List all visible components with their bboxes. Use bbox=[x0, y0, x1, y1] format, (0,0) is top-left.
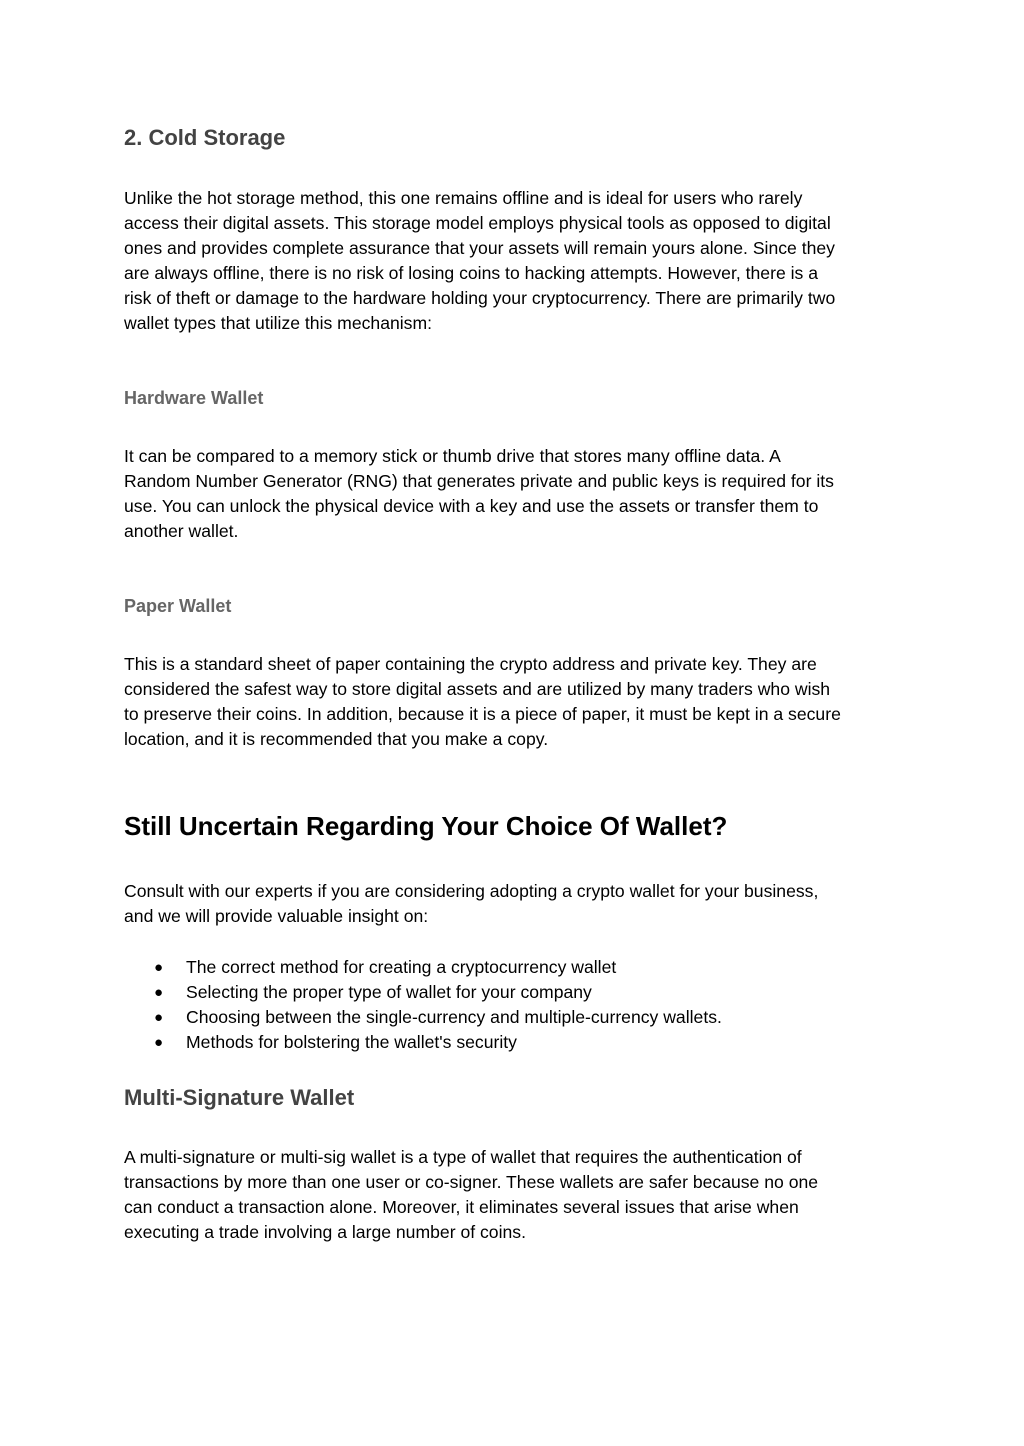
paragraph-line: location, and it is recommended that you make a copy. bbox=[124, 729, 549, 749]
paragraph-line: and we will provide valuable insight on: bbox=[124, 906, 429, 926]
paper-wallet-paragraph bbox=[124, 652, 841, 752]
list-item-text: Methods for bolstering the wallet's security bbox=[186, 1032, 517, 1052]
hardware-wallet-heading: Hardware Wallet bbox=[124, 388, 264, 408]
paragraph-line: risk of theft or damage to the hardware holding your cryptocurrency. There are primarily two bbox=[124, 288, 836, 308]
paragraph-line: use. You can unlock the physical device with a key and use the assets or transfer them to bbox=[124, 496, 819, 516]
paragraph-line: Random Number Generator (RNG) that generates private and public keys is required for its bbox=[124, 471, 834, 491]
uncertain-paragraph bbox=[124, 879, 818, 929]
paragraph-line: wallet types that utilize this mechanism: bbox=[124, 313, 433, 333]
paragraph-line: are always offline, there is no risk of losing coins to hacking attempts. However, there is a bbox=[124, 263, 818, 283]
paragraph-line: ones and provides complete assurance that your assets will remain yours alone. Since they bbox=[124, 238, 835, 258]
uncertain-heading: Still Uncertain Regarding Your Choice Of Wallet? bbox=[124, 811, 728, 841]
hardware-wallet-paragraph bbox=[124, 444, 834, 544]
paragraph-line: to preserve their coins. In addition, because it is a piece of paper, it must be kept in a secure bbox=[124, 704, 841, 724]
multisig-heading: Multi-Signature Wallet bbox=[124, 1085, 355, 1110]
paragraph-line: access their digital assets. This storage model employs physical tools as opposed to digital bbox=[124, 213, 831, 233]
list-item bbox=[124, 955, 722, 980]
insight-bullet-list bbox=[124, 955, 722, 1055]
bullet-icon: ● bbox=[154, 959, 164, 976]
list-item-text: Selecting the proper type of wallet for your company bbox=[186, 982, 592, 1002]
paragraph-line: This is a standard sheet of paper containing the crypto address and private key. They are bbox=[124, 654, 817, 674]
paragraph-line: another wallet. bbox=[124, 521, 239, 541]
bullet-icon: ● bbox=[154, 984, 164, 1001]
paragraph-line: transactions by more than one user or co-signer. These wallets are safer because no one bbox=[124, 1172, 819, 1192]
cold-storage-heading: 2. Cold Storage bbox=[124, 125, 286, 150]
multisig-paragraph bbox=[124, 1145, 818, 1245]
paragraph-line: can conduct a transaction alone. Moreover, it eliminates several issues that arise when bbox=[124, 1197, 799, 1217]
list-item bbox=[124, 1030, 722, 1055]
bullet-icon: ● bbox=[154, 1034, 164, 1051]
list-item-text: The correct method for creating a cryptocurrency wallet bbox=[186, 957, 617, 977]
paper-wallet-heading: Paper Wallet bbox=[124, 596, 232, 616]
paragraph-line: It can be compared to a memory stick or thumb drive that stores many offline data. A bbox=[124, 446, 781, 466]
paragraph-line: executing a trade involving a large number of coins. bbox=[124, 1222, 526, 1242]
paragraph-line: Consult with our experts if you are considering adopting a crypto wallet for your business, bbox=[124, 881, 819, 901]
paragraph-line: A multi-signature or multi-sig wallet is a type of wallet that requires the authentication of bbox=[124, 1147, 802, 1167]
paragraph-line: considered the safest way to store digital assets and are utilized by many traders who wish bbox=[124, 679, 831, 699]
list-item bbox=[124, 1005, 722, 1030]
list-item-text: Choosing between the single-currency and multiple-currency wallets. bbox=[186, 1007, 722, 1027]
bullet-icon: ● bbox=[154, 1009, 164, 1026]
list-item bbox=[124, 980, 722, 1005]
paragraph-line: Unlike the hot storage method, this one remains offline and is ideal for users who rarely bbox=[124, 188, 803, 208]
cold-storage-paragraph bbox=[124, 186, 835, 336]
